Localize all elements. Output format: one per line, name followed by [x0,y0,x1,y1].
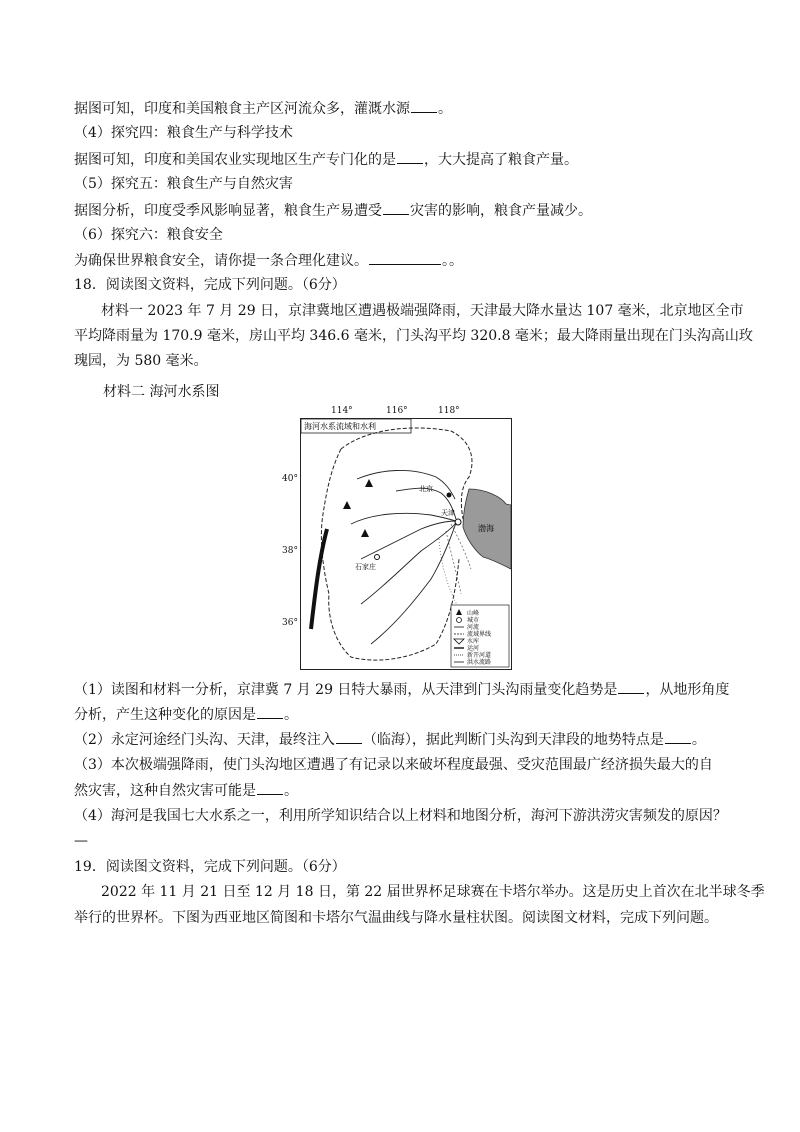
legend-label: 河流 [467,624,480,631]
sub-question-2: （2）永定河途经门头沟、天津，最终注入 （临海），据此判断门头沟到天津段的地势特点是 。 [74,729,706,750]
map-frame [300,418,512,670]
question-18-heading: 18．阅读图文资料，完成下列问题。（6分） [74,277,346,293]
mountain-peak-icon [361,529,369,537]
legend-label: 新开河道 [467,652,492,659]
answer-blank[interactable] [336,729,362,744]
text-line-specialization: 据图可知，印度和美国农业实现地区生产专门化的是 ，大大提高了粮食产量。 [74,149,578,170]
haihe-river-map [282,404,526,670]
lat-label: 36° [282,618,298,628]
text-line-suggestion: 为确保世界粮食安全，请你提一条合理化建议。 。。 [74,250,463,271]
material-1-line-1: 材料一 2023 年 7 月 29 日，京津冀地区遭遇极端强降雨，天津最大降水量达 107 毫米，北京地区全市 [101,303,744,319]
sub-question-3-line-1: （3）本次极端强降雨，使门头沟地区遭遇了有记录以来破坏程度最强、受灾范围最广经济损失最大的自 [74,757,713,773]
taihang-mountains [311,529,327,629]
answer-blank[interactable] [618,679,644,694]
city-label: 石家庄 [355,563,376,571]
map-title: 海河水系流域和水利 [304,422,376,431]
answer-blank[interactable] [369,250,441,265]
sub-question-1-line-2: 分析，产生这种变化的原因是 。 [74,704,298,725]
answer-blank[interactable] [665,729,691,744]
sub-question-4-answer-mark[interactable]: — [74,833,88,849]
legend-label: 洪水流路 [467,659,492,666]
answer-blank[interactable] [383,200,409,215]
text-line-disaster: 据图分析，印度受季风影响显著，粮食生产易遭受 灾害的影响，粮食产量减少。 [74,200,592,221]
lon-label: 116° [386,406,408,416]
text-line-irrigation: 据图可知，印度和美国粮食主产区河流众多，灌溉水源 。 [74,98,452,119]
material-1-line-2: 平均降雨量为 170.9 毫米，房山平均 346.6 毫米，门头沟平均 320.8 毫米；最大降雨量出现在门头沟高山玫 [74,328,753,344]
question-6-heading: （6）探究六：粮食安全 [74,227,223,243]
sub-question-3-line-2: 然灾害，这种自然灾害可能是 。 [74,780,298,801]
question-19-text-1: 2022 年 11 月 21 日至 12 月 18 日，第 22 届世界杯足球赛在卡塔尔举办。这是历史上首次在北半球冬季 [101,884,765,900]
basin-boundary [321,449,459,660]
lat-label: 40° [282,474,298,484]
lon-label: 118° [438,406,460,416]
sub-question-1-line-1: （1）读图和材料一分析，京津冀 7 月 29 日特大暴雨，从天津到门头沟雨量变化趋势是 ，从地形角度 [74,679,729,700]
question-5-heading: （5）探究五：粮食生产与自然灾害 [74,176,293,192]
legend-label: 运河 [467,645,480,652]
legend-label: 山峰 [467,610,480,617]
question-19-heading: 19．阅读图文资料，完成下列问题。（6分） [74,859,346,875]
lon-label: 114° [331,406,353,416]
legend-label: 流域界线 [467,631,492,638]
tianjin-marker [455,519,461,525]
sub-question-4-line-1: （4）海河是我国七大水系之一，利用所学知识结合以上材料和地图分析，海河下游洪涝灾害频发的原因？ [74,808,727,824]
river [361,521,456,559]
material-1-line-3: 瑰园，为 580 毫米。 [74,353,208,369]
sea-label: 渤海 [478,524,494,533]
material-2-caption: 材料二 海河水系图 [103,384,220,400]
shijiazhuang-marker [375,555,380,560]
question-19-text-2: 举行的世界杯。下图为西亚地区简图和卡塔尔气温曲线与降水量柱状图。阅读图文材料，完成下列问题。 [74,910,718,926]
mountain-peak-icon [365,479,373,487]
mountain-peak-icon [343,501,351,509]
answer-blank[interactable] [257,704,283,719]
lat-label: 38° [282,546,298,556]
beijing-marker [447,493,452,498]
answer-blank[interactable] [257,780,283,795]
answer-blank[interactable] [411,98,437,113]
city-label: 北京 [419,485,433,493]
basin-boundary [341,428,472,519]
legend-label: 城市 [467,617,480,624]
legend-label: 水库 [467,638,480,645]
answer-blank[interactable] [397,149,423,164]
river [371,523,456,644]
city-label: 天津 [441,509,455,517]
question-4-heading: （4）探究四：粮食生产与科学技术 [74,125,293,141]
